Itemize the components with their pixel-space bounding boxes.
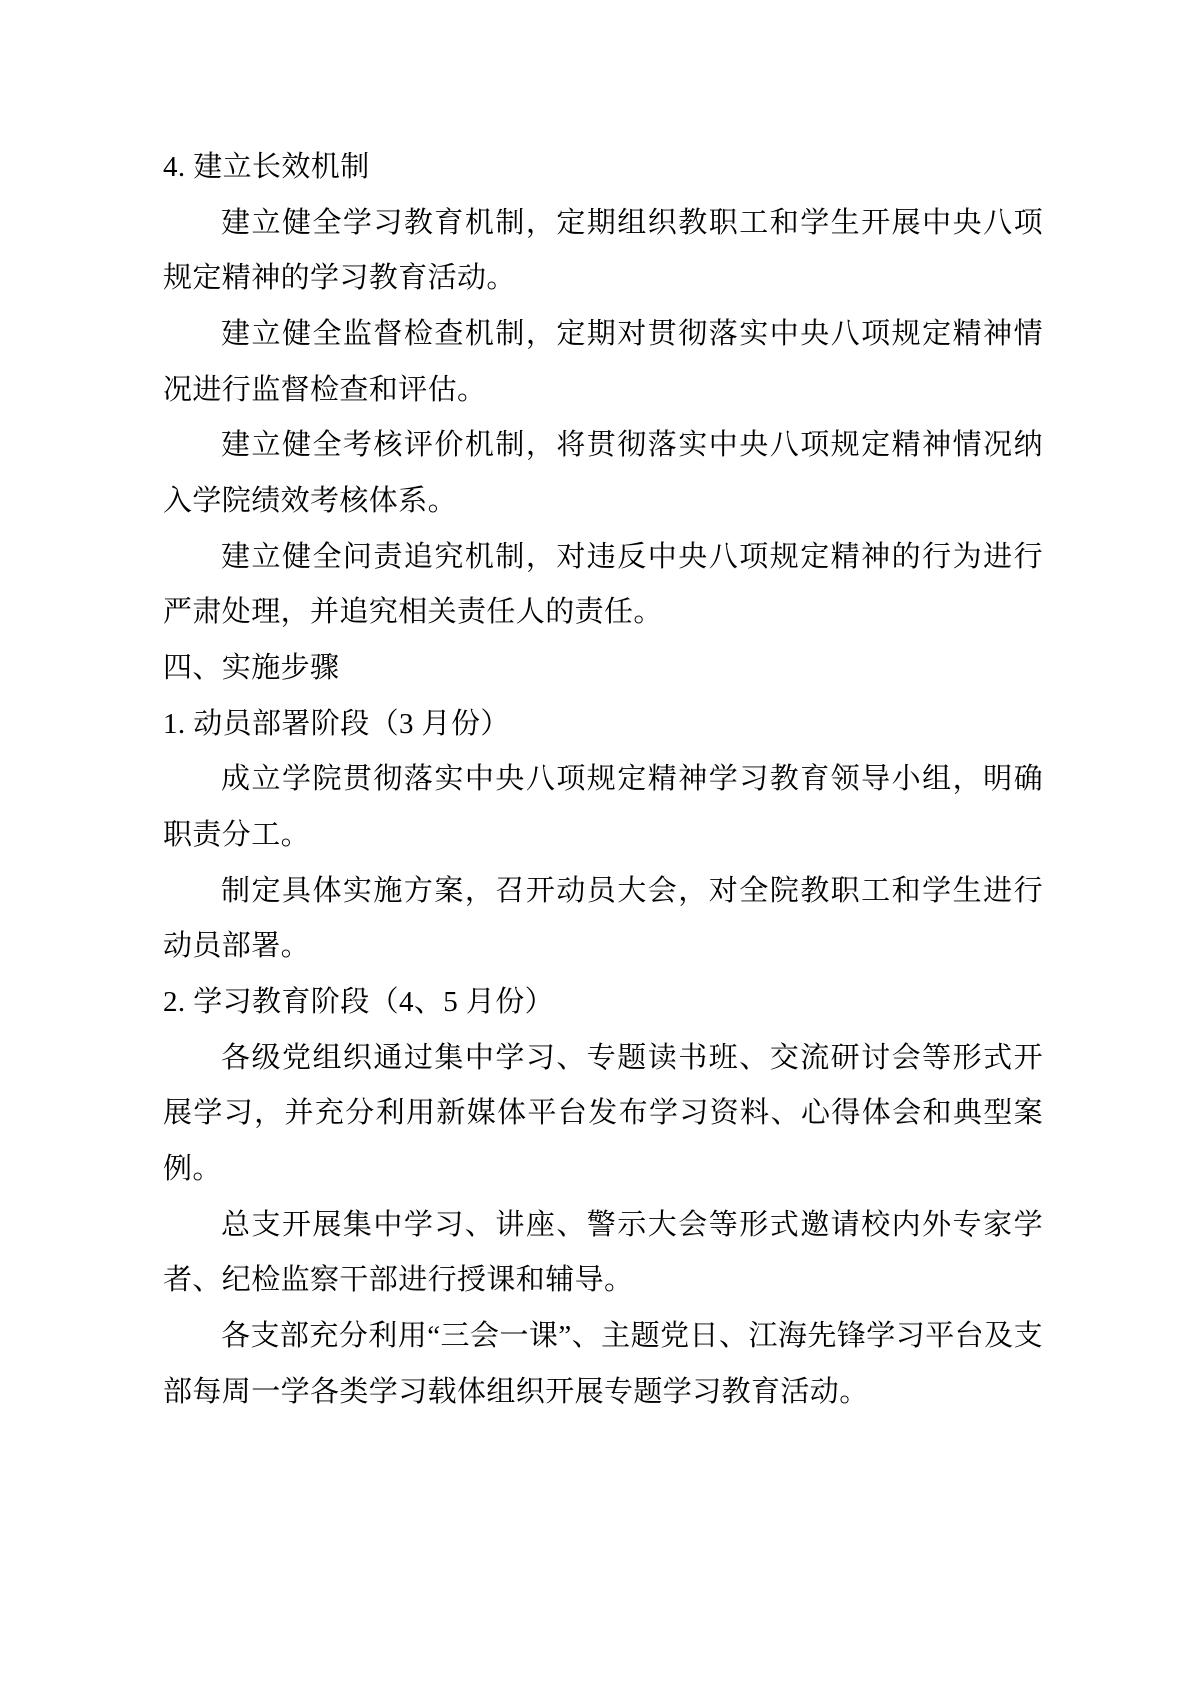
paragraph: 制定具体实施方案，召开动员大会，对全院教职工和学生进行动员部署。: [163, 874, 1043, 963]
section-heading: 四、实施步骤: [163, 652, 340, 685]
section-heading: 4. 建立长效机制: [163, 151, 370, 183]
section-heading: 1. 动员部署阶段（3 月份）: [163, 707, 510, 740]
paragraph: 建立健全问责追究机制，对违反中央八项规定精神的行为进行严肃处理，并追究相关责任人的责任。: [163, 540, 1043, 629]
section-heading: 2. 学习教育阶段（4、5 月份）: [163, 986, 555, 1019]
paragraph: 建立健全学习教育机制，定期组织教职工和学生开展中央八项规定精神的学习教育活动。: [163, 206, 1043, 295]
paragraph: 建立健全监督检查机制，定期对贯彻落实中央八项规定精神情况进行监督检查和评估。: [163, 318, 1043, 406]
paragraph: 各支部充分利用“三会一课”、主题党日、江海先锋学习平台及支部每周一学各类学习载体组织开展专题学习教育活动。: [163, 1320, 1043, 1408]
paragraph: 总支开展集中学习、讲座、警示大会等形式邀请校内外专家学者、纪检监察干部进行授课和辅导。: [163, 1208, 1043, 1297]
paragraph: 各级党组织通过集中学习、专题读书班、交流研讨会等形式开展学习，并充分利用新媒体平台发布学习资料、心得体会和典型案例。: [163, 1041, 1043, 1186]
paragraph: 成立学院贯彻落实中央八项规定精神学习教育领导小组，明确职责分工。: [163, 763, 1043, 852]
document-body: [163, 140, 1043, 1420]
paragraph: 建立健全考核评价机制，将贯彻落实中央八项规定精神情况纳入学院绩效考核体系。: [163, 429, 1043, 518]
